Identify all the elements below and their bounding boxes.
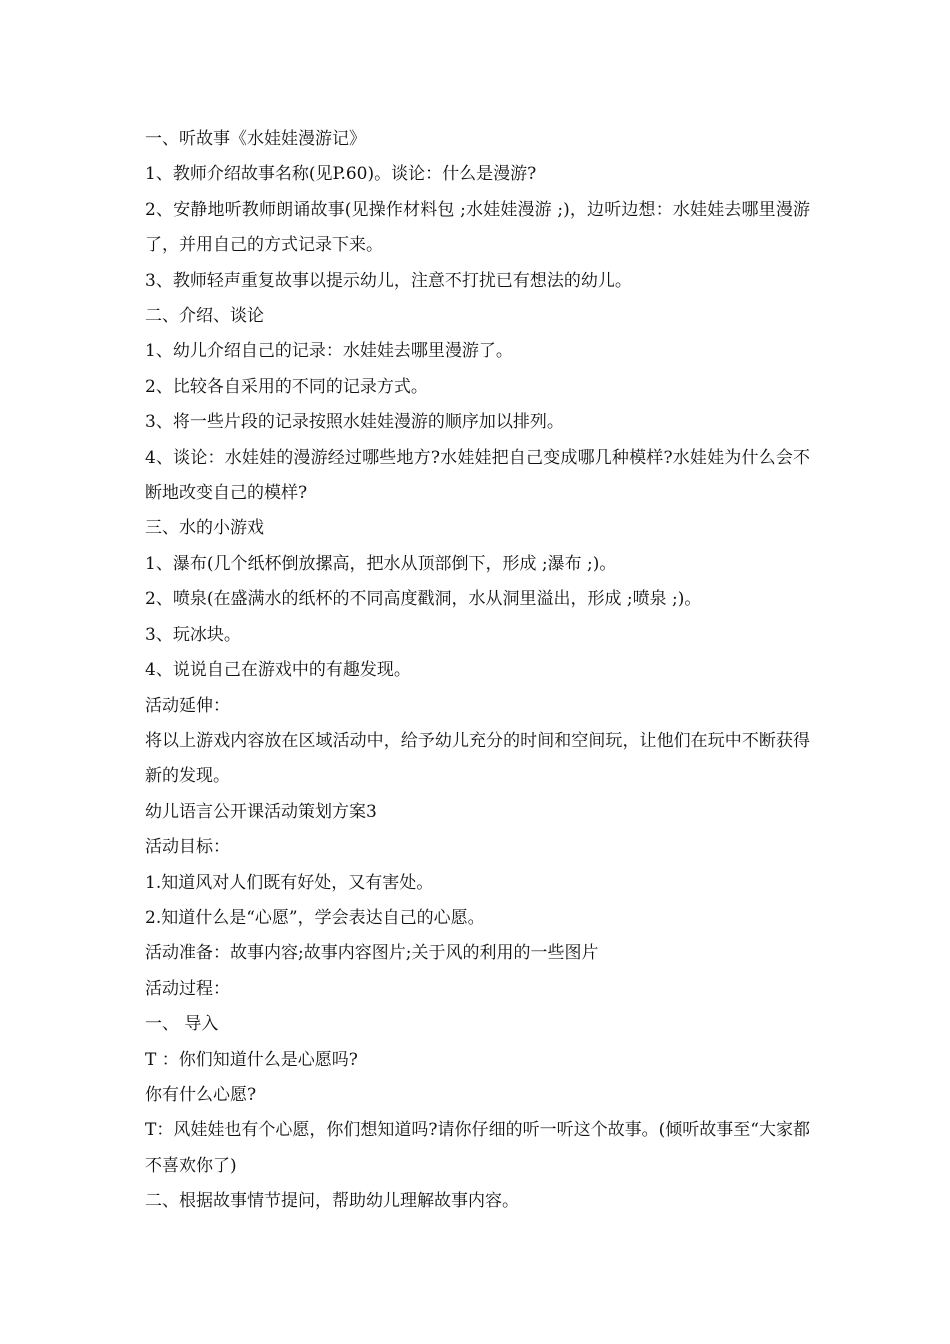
- paragraph: 1.知道风对人们既有好处，又有害处。: [145, 872, 434, 893]
- paragraph: T ：你们知道什么是心愿吗?: [145, 1049, 358, 1070]
- paragraph: 1、教师介绍故事名称(见P.60)。谈论：什么是漫游?: [145, 164, 537, 185]
- paragraph: 1、瀑布(几个纸杯倒放摞高，把水从顶部倒下，形成 ;瀑布 ;)。: [145, 553, 617, 574]
- section-heading-process: 活动过程：: [145, 978, 230, 999]
- section-heading-goals: 活动目标：: [145, 837, 230, 858]
- plan-title: 幼儿语言公开课活动策划方案3: [145, 801, 377, 822]
- section-heading-extension: 活动延伸：: [145, 695, 230, 716]
- section-heading-water-games: 三、水的小游戏: [145, 518, 264, 539]
- paragraph: 你有什么心愿?: [145, 1084, 257, 1105]
- paragraph: 1、幼儿介绍自己的记录：水娃娃去哪里漫游了。: [145, 341, 513, 362]
- document-body: [145, 122, 810, 1220]
- paragraph: 2.知道什么是“心愿”，学会表达自己的心愿。: [145, 907, 485, 928]
- paragraph: 2、安静地听教师朗诵故事(见操作材料包 ;水娃娃漫游 ;)，边听边想：水娃娃去哪里漫游了，并用自己的方式记录下来。: [145, 199, 810, 256]
- paragraph: 4、说说自己在游戏中的有趣发现。: [145, 660, 411, 681]
- paragraph: 4、谈论：水娃娃的漫游经过哪些地方?水娃娃把自己变成哪几种模样?水娃娃为什么会不断地改变自己的模样?: [145, 447, 810, 504]
- paragraph: T：风娃娃也有个心愿，你们想知道吗?请你仔细的听一听这个故事。(倾听故事至“大家都不喜欢你了): [145, 1120, 810, 1176]
- section-heading-questions: 二、根据故事情节提问，帮助幼儿理解故事内容。: [145, 1191, 519, 1212]
- paragraph: 将以上游戏内容放在区域活动中，给予幼儿充分的时间和空间玩，让他们在玩中不断获得新的发现。: [145, 730, 810, 787]
- paragraph: 3、教师轻声重复故事以提示幼儿，注意不打扰已有想法的幼儿。: [145, 270, 632, 291]
- paragraph: 2、比较各自采用的不同的记录方式。: [145, 376, 428, 397]
- section-heading-listen-story: 一、听故事《水娃娃漫游记》: [145, 129, 366, 149]
- paragraph: 3、玩冰块。: [145, 624, 241, 645]
- section-heading-introduce-discuss: 二、介绍、谈论: [145, 306, 264, 327]
- paragraph: 2、喷泉(在盛满水的纸杯的不同高度戳洞，水从洞里溢出，形成 ;喷泉 ;)。: [145, 589, 702, 610]
- section-heading-intro: 一、 导入: [145, 1014, 219, 1035]
- paragraph: 3、将一些片段的记录按照水娃娃漫游的顺序加以排列。: [145, 412, 564, 433]
- paragraph: 活动准备：故事内容;故事内容图片;关于风的利用的一些图片: [145, 943, 599, 964]
